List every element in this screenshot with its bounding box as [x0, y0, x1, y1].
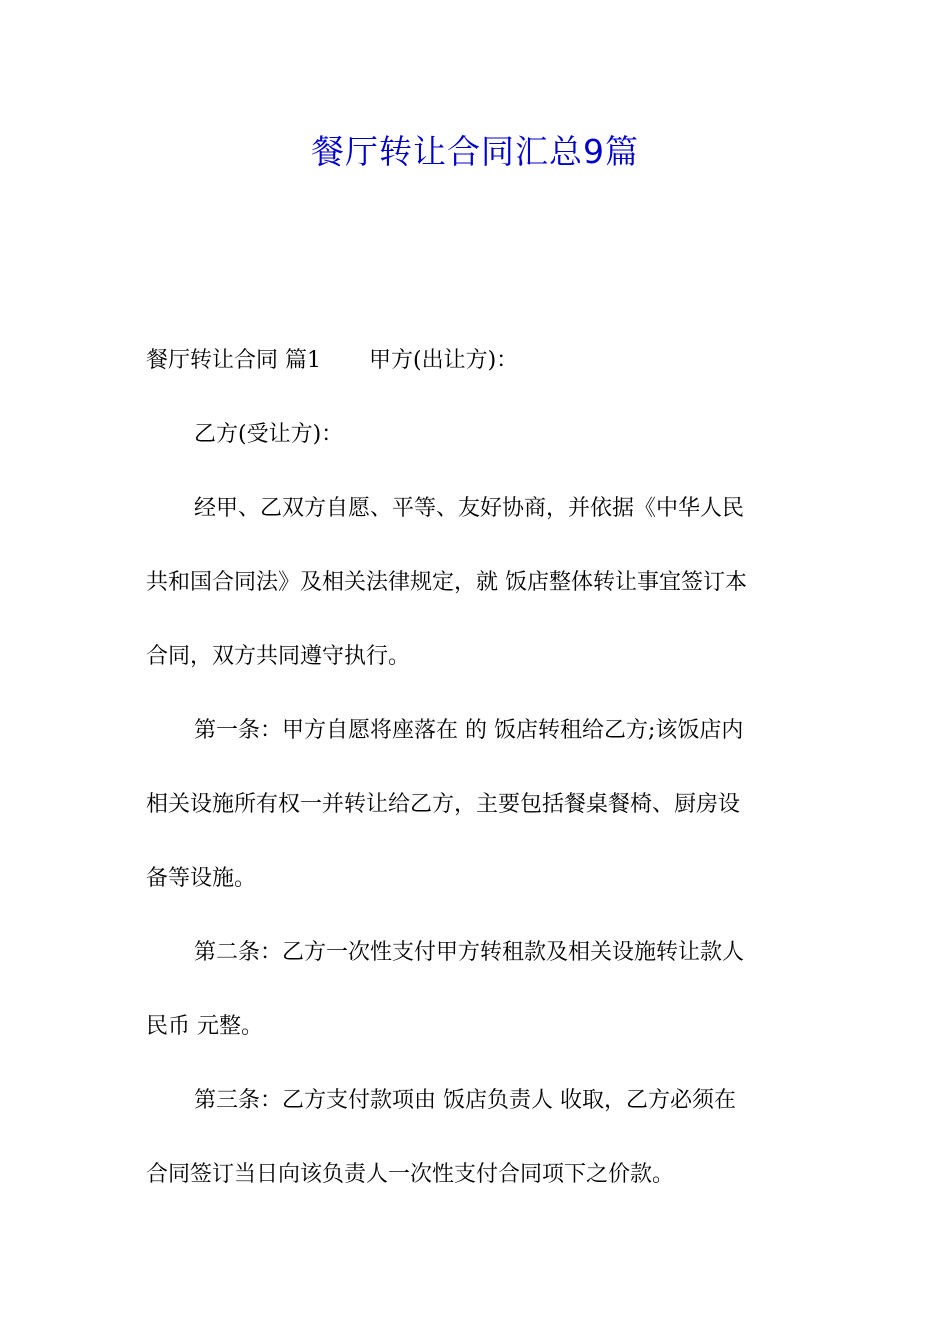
paragraph-line: 备等设施。 [146, 866, 257, 891]
paragraph-line: 经甲、乙双方自愿、平等、友好协商，并依据《中华人民 [194, 496, 745, 521]
party-b-label: 乙方(受让方)： [194, 422, 344, 447]
heading-line [146, 333, 808, 389]
document-body [146, 333, 808, 1203]
paragraph-line: 第一条：甲方自愿将座落在 的 饭店转租给乙方;该饭店内 [194, 718, 744, 743]
document-title: 餐厅转让合同汇总9篇 [311, 132, 639, 171]
paragraph-line: 相关设施所有权一并转让给乙方，主要包括餐桌餐椅、厨房设 [146, 792, 741, 817]
paragraph-line: 民币 元整。 [146, 1014, 263, 1039]
paragraph-line: 合同签订当日向该负责人一次性支付合同项下之价款。 [146, 1162, 675, 1187]
paragraph-line: 共和国合同法》及相关法律规定，就 饭店整体转让事宜签订本 [146, 570, 747, 595]
paragraph-line: 第三条：乙方支付款项由 饭店负责人 收取，乙方必须在 [194, 1088, 736, 1113]
paragraph-line: 第二条：乙方一次性支付甲方转租款及相关设施转让款人 [194, 940, 745, 965]
contract-heading: 餐厅转让合同 篇1 [146, 348, 321, 373]
party-a-label: 甲方(出让方)： [369, 348, 519, 373]
paragraph-line: 合同，双方共同遵守执行。 [146, 644, 411, 669]
